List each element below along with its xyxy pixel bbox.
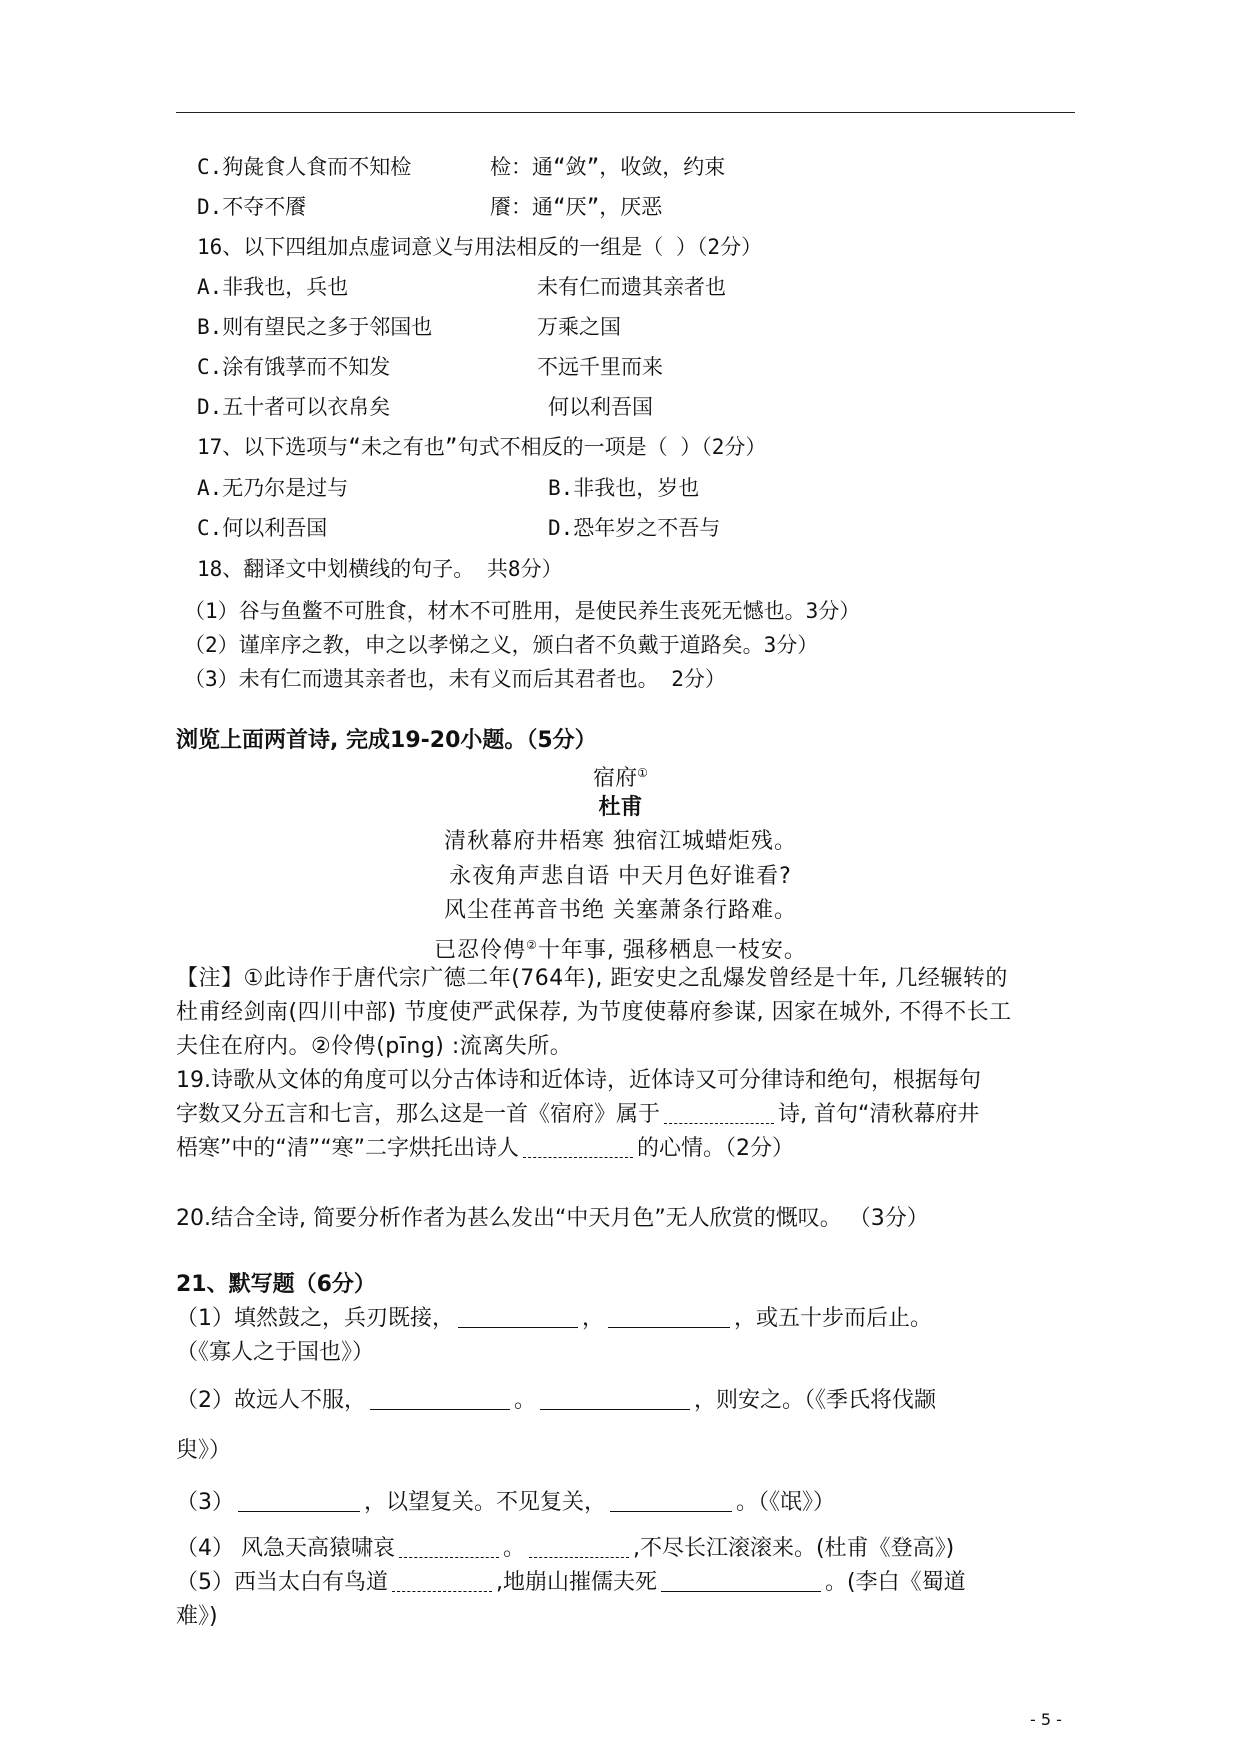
- q21-item-4-start: （4） 风急天高猿啸哀: [176, 1536, 395, 1561]
- q18-sentence-1: （1）谷与鱼鳖不可胜食，材木不可胜用，是使民养生丧死无憾也。3分）: [184, 599, 861, 623]
- q21-item-5-cont: 难》): [176, 1604, 218, 1629]
- poem-line-4-note: ②: [526, 938, 538, 952]
- q21-item-3-start: （3）: [176, 1490, 234, 1515]
- q21-item-2-sep: 。: [514, 1388, 537, 1413]
- q16-option-c-pair: 不远千里而来: [537, 355, 663, 379]
- q21-item-1: [176, 1304, 932, 1334]
- header-rule: [176, 112, 1075, 113]
- q15-option-d: D.不夺不餍: [197, 195, 307, 219]
- q21-title: 21、默写题（6分）: [176, 1272, 376, 1297]
- q17-option-d: D.恐年岁之不吾与: [548, 516, 721, 540]
- poem-line-4-start: 已忍伶俜: [434, 938, 527, 963]
- q19-line-2: [176, 1100, 979, 1130]
- poem-title-note: ①: [637, 766, 648, 780]
- q19-line-2-start: 字数又分五言和七言，那么这是一首《宿府》属于: [176, 1102, 661, 1127]
- q21-item-5: [176, 1568, 966, 1598]
- q19-line-3-end: 的心情。（2分）: [637, 1136, 794, 1161]
- q21-blank-3a[interactable]: [238, 1489, 360, 1512]
- poem-intro: 浏览上面两首诗, 完成19-20小题。（5分）: [176, 728, 597, 753]
- q21-item-4-end: ,不尽长江滚滚来。(杜甫《登高》): [633, 1536, 955, 1561]
- q16-option-d-pair: 何以利吾国: [548, 395, 653, 419]
- q17-option-c: C.何以利吾国: [197, 516, 328, 540]
- q18-sentence-2: （2）谨庠序之教，申之以孝悌之义，颁白者不负戴于道路矣。3分）: [184, 633, 819, 657]
- q21-item-4-sep: 。: [503, 1536, 526, 1561]
- poem-line-2: 永夜角声悲自语 中天月色好谁看?: [449, 864, 792, 889]
- q21-item-2-source: 臾》）: [176, 1438, 232, 1463]
- q21-item-2: [176, 1386, 936, 1416]
- poem-title-text: 宿府: [593, 766, 638, 791]
- q15-option-c-text: C.狗彘食人食而不知检: [197, 155, 412, 179]
- q16-option-a-pair: 未有仁而遗其亲者也: [537, 275, 726, 299]
- q21-blank-2a[interactable]: [370, 1387, 510, 1410]
- q21-blank-4a[interactable]: [399, 1535, 499, 1558]
- q16-stem: 16、以下四组加点虚词意义与用法相反的一组是（ ）（2分）: [197, 235, 763, 259]
- poem-note-3: 夫住在府内。②伶俜(pīng) :流离失所。: [176, 1034, 573, 1059]
- q21-item-2-end: ，则安之。（《季氏将伐颛: [694, 1388, 937, 1413]
- q15-option-c-note: 检：通“敛”，收敛，约束: [490, 155, 726, 179]
- q16-option-d: D.五十者可以衣帛矣: [197, 395, 391, 419]
- q19-line-2-end: 诗, 首句“清秋幕府井: [778, 1102, 980, 1127]
- q21-blank-1b[interactable]: [608, 1305, 730, 1328]
- q18-stem: 18、翻译文中划横线的句子。 共8分）: [197, 557, 563, 581]
- q21-blank-5a[interactable]: [392, 1569, 492, 1592]
- q21-item-2-start: （2）故远人不服，: [176, 1388, 366, 1413]
- poem-line-3: 风尘荏苒音书绝 关塞萧条行路难。: [444, 898, 797, 923]
- q21-item-1-sep: ，: [582, 1306, 605, 1331]
- q15-option-d-note: 餍：通“厌”，厌恶: [490, 195, 663, 219]
- q21-item-3: [176, 1488, 835, 1518]
- q21-item-5-start: （5）西当太白有鸟道: [176, 1570, 388, 1595]
- q21-item-1-source: （《寡人之于国也》）: [176, 1340, 375, 1365]
- q16-option-c: C.涂有饿莩而不知发: [197, 355, 391, 379]
- q21-blank-5b[interactable]: [661, 1569, 821, 1592]
- q21-item-1-end: ，或五十步而后止。: [734, 1306, 933, 1331]
- q19-line-3: [176, 1134, 794, 1164]
- q17-option-a: A.无乃尔是过与: [197, 476, 349, 500]
- q21-item-4: [176, 1534, 954, 1564]
- q15-option-c: [197, 152, 411, 182]
- page-number: - 5 -: [1030, 1710, 1062, 1729]
- q17-option-b: B.非我也，岁也: [548, 476, 700, 500]
- q21-item-3-end: 。（《氓》）: [736, 1490, 836, 1515]
- q21-item-5-end: 。(李白《蜀道: [825, 1570, 966, 1595]
- poem-line-4-end: 十年事, 强移栖息一枝安。: [537, 938, 807, 963]
- q16-option-b-pair: 万乘之国: [537, 315, 621, 339]
- q20-text: 20.结合全诗, 简要分析作者为甚么发出“中天月色”无人欣赏的慨叹。 （3分）: [176, 1206, 929, 1231]
- q19-line-3-start: 梧寒”中的“清”“寒”二字烘托出诗人: [176, 1136, 519, 1161]
- q16-option-b: B.则有望民之多于邻国也: [197, 315, 433, 339]
- q21-blank-4b[interactable]: [529, 1535, 629, 1558]
- q21-blank-2b[interactable]: [540, 1387, 690, 1410]
- q21-item-1-start: （1）填然鼓之，兵刃既接，: [176, 1306, 454, 1331]
- poem-author: 杜甫: [598, 795, 643, 820]
- q21-item-3-mid: ，以望复关。不见复关，: [364, 1490, 607, 1515]
- poem-line-1: 清秋幕府井梧寒 独宿江城蜡炬残。: [444, 829, 797, 854]
- poem-note-2: 杜甫经剑南(四川中部) 节度使严武保荐, 为节度使幕府参谋, 因家在城外, 不得不长工: [176, 1000, 1012, 1025]
- q21-item-5-mid: ,地崩山摧儒夫死: [496, 1570, 657, 1595]
- poem-note-1: 【注】①此诗作于唐代宗广德二年(764年), 距安史之乱爆发曾经是十年, 几经辗转的: [176, 966, 1008, 991]
- poem-title: [0, 758, 1241, 794]
- q19-blank-2[interactable]: [523, 1135, 633, 1158]
- q19-line-1: 19.诗歌从文体的角度可以分古体诗和近体诗，近体诗又可分律诗和绝句，根据每句: [176, 1068, 981, 1093]
- q16-option-a: A.非我也，兵也: [197, 275, 349, 299]
- q17-stem: 17、以下选项与“未之有也”句式不相反的一项是（ ）（2分）: [197, 435, 767, 459]
- q18-sentence-3: （3）未有仁而遗其亲者也，未有义而后其君者也。 2分）: [184, 667, 726, 691]
- q21-blank-3b[interactable]: [610, 1489, 732, 1512]
- q21-blank-1a[interactable]: [458, 1305, 578, 1328]
- poem-line-4: [0, 930, 1241, 966]
- q19-blank-1[interactable]: [664, 1101, 774, 1124]
